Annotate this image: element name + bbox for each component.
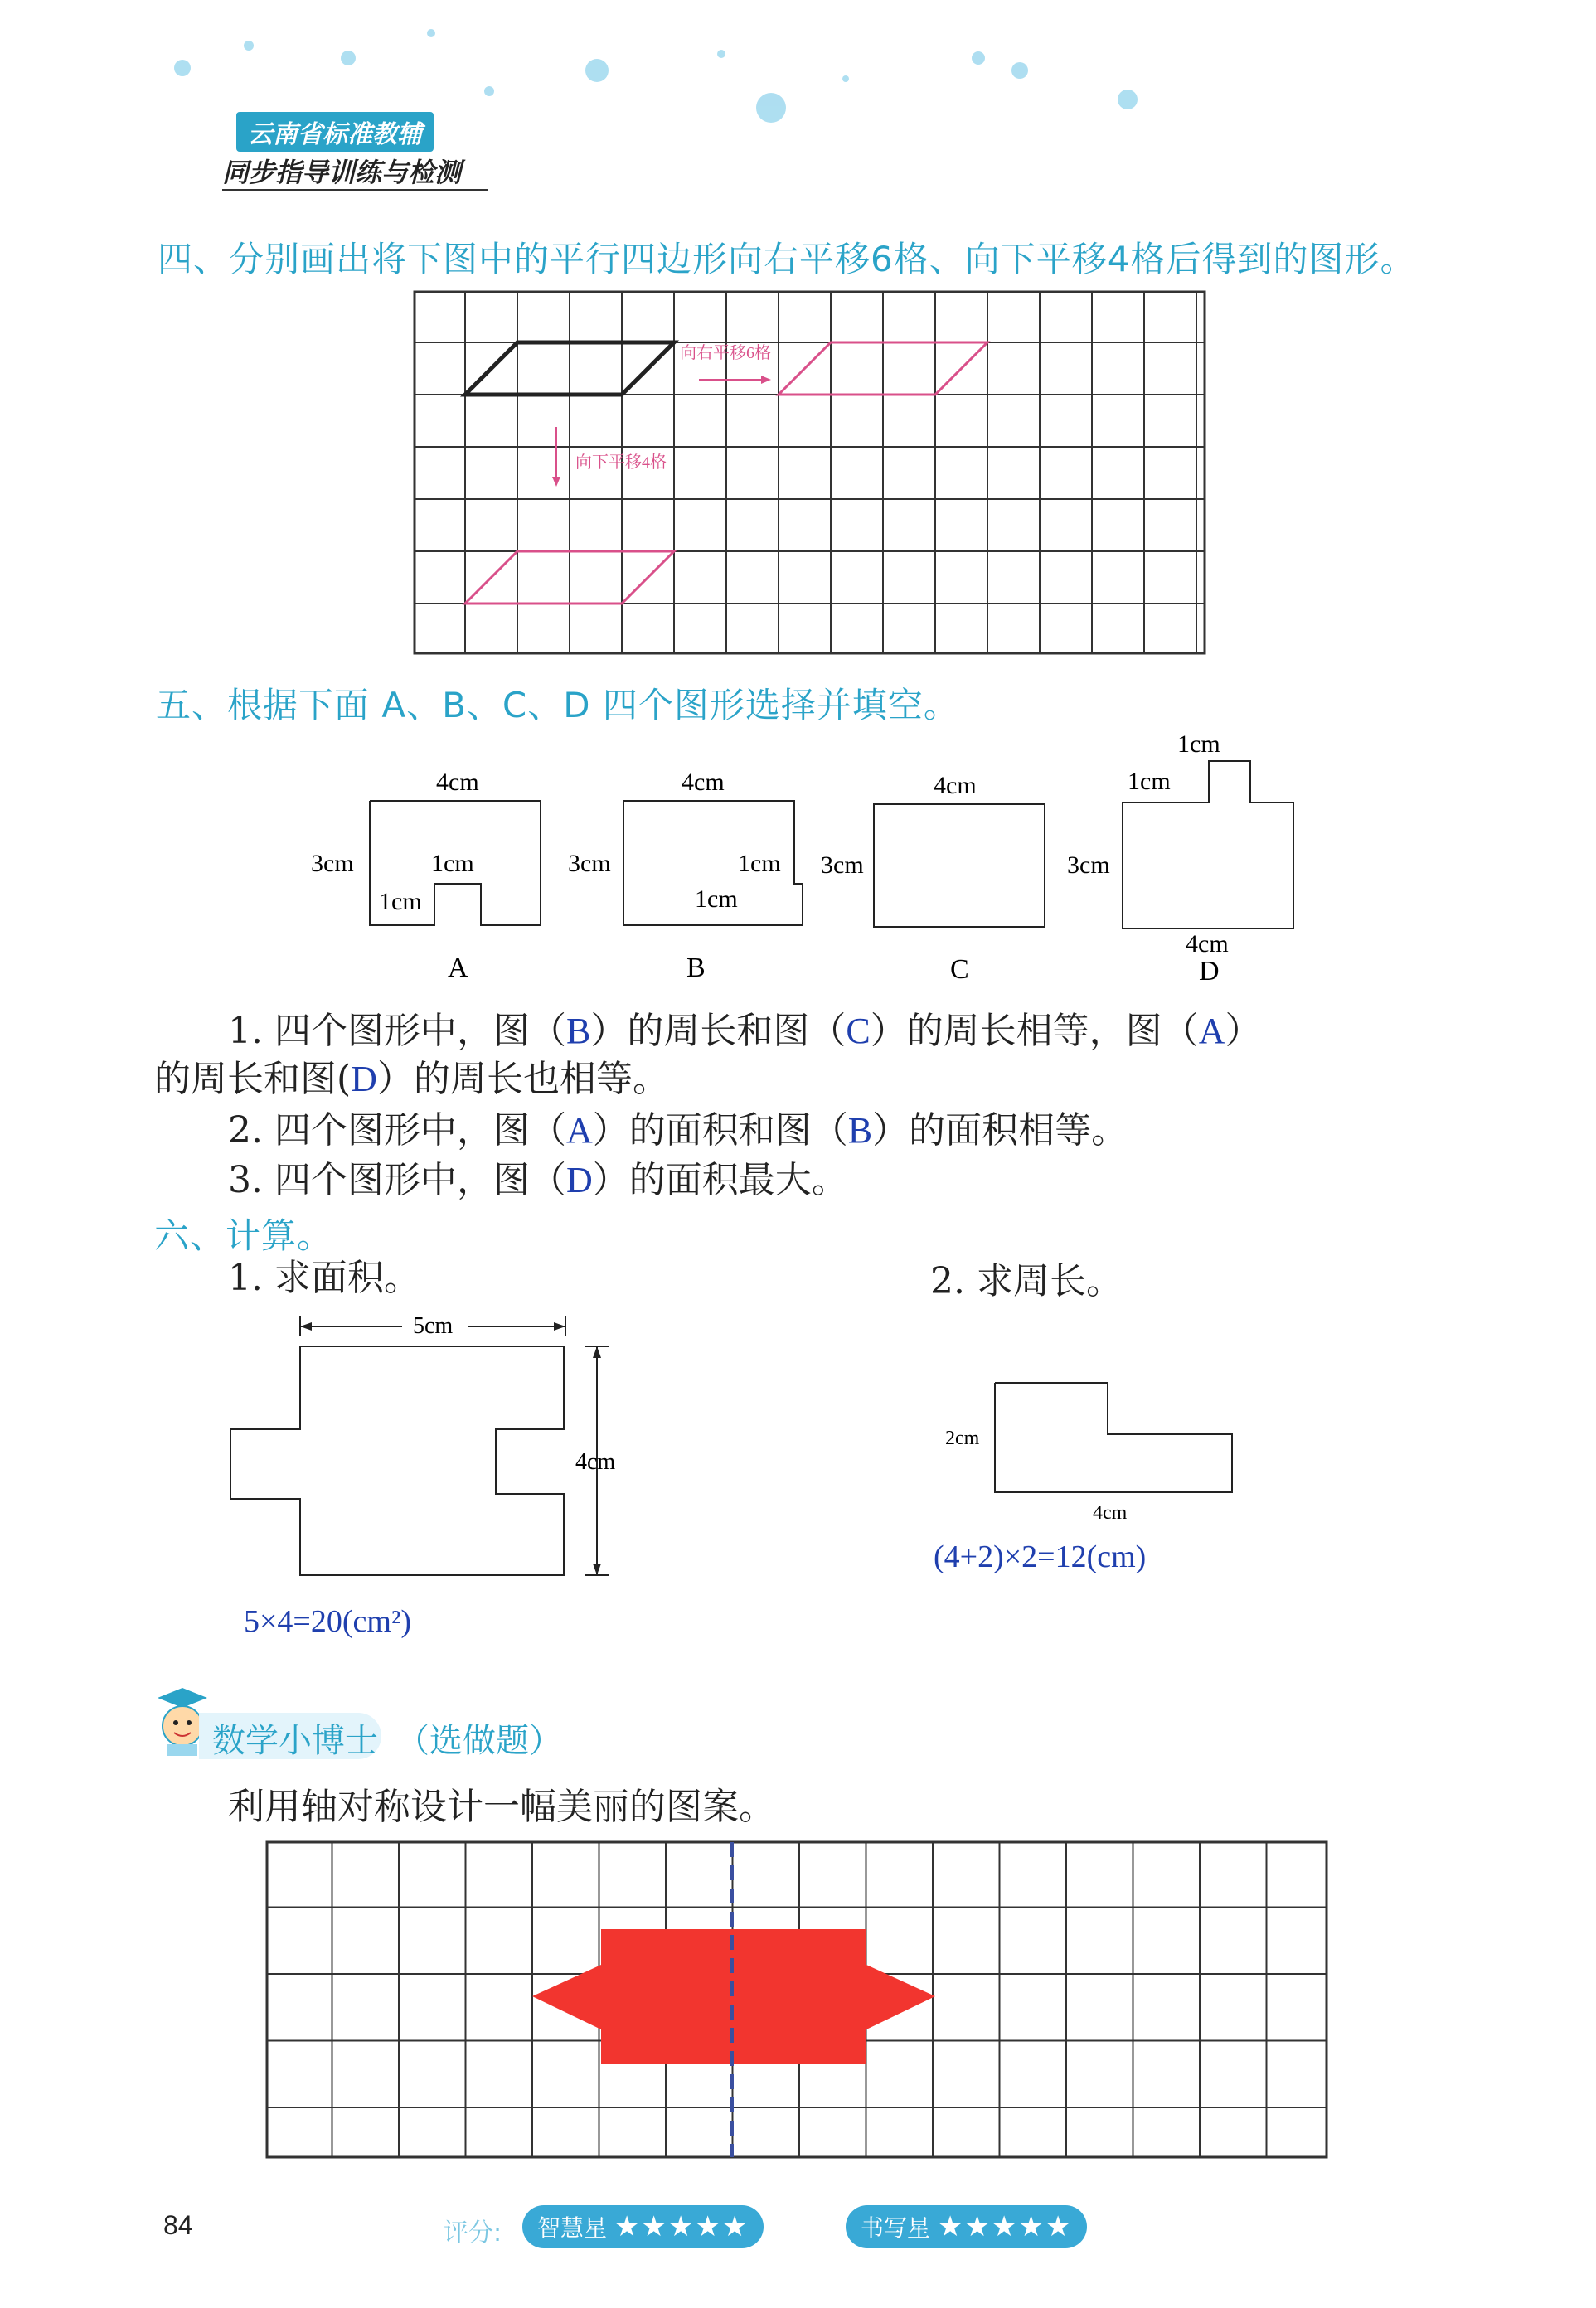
svg-text:4cm: 4cm: [934, 772, 977, 799]
svg-text:C: C: [950, 954, 969, 985]
section4-title: 四、分别画出将下图中的平行四边形向右平移6格、向下平移4格后得到的图形。: [158, 239, 1416, 279]
svg-text:1cm: 1cm: [738, 850, 781, 877]
svg-text:4cm: 4cm: [1186, 930, 1229, 958]
writing-star-badge: 书写星 ★★★★★: [846, 2205, 1087, 2248]
header-rule: [222, 189, 488, 191]
q1-line2: 的周长和图(D）的周长也相等。: [154, 1058, 669, 1100]
bonus-prompt: 利用轴对称设计一幅美丽的图案。: [228, 1786, 775, 1828]
svg-text:3cm: 3cm: [1067, 851, 1110, 879]
svg-text:B: B: [686, 953, 706, 983]
svg-text:D: D: [1199, 956, 1220, 987]
svg-text:1cm: 1cm: [695, 885, 738, 913]
header-subtitle: 同步指导训练与检测: [222, 157, 462, 188]
perimeter-answer: (4+2)×2=12(cm): [934, 1539, 1147, 1574]
svg-text:1cm: 1cm: [431, 850, 474, 877]
q3-line: 3. 四个图形中，图（D）的面积最大。: [228, 1159, 848, 1201]
score-label: 评分:: [444, 2218, 502, 2247]
section5-title: 五、根据下面 A、B、C、D 四个图形选择并填空。: [156, 685, 959, 725]
section5-shapes: [298, 730, 1327, 995]
area-answer: 5×4=20(cm²): [244, 1604, 411, 1639]
svg-text:1cm: 1cm: [1177, 730, 1220, 758]
svg-text:4cm: 4cm: [1093, 1502, 1128, 1524]
brand-badge: 云南省标准教辅: [236, 112, 434, 152]
svg-text:1cm: 1cm: [379, 888, 422, 915]
symmetry-grid: [265, 1840, 1335, 2164]
label-right: 向右平移6格: [680, 344, 771, 362]
page-number: 84: [163, 2210, 193, 2240]
q2-line: 2. 四个图形中，图（A）的面积和图（B）的面积相等。: [228, 1109, 1128, 1152]
label-down: 向下平移4格: [575, 453, 667, 472]
header-decoration: [0, 0, 1596, 124]
q1-line1: 1. 四个图形中，图（B）的周长和图（C）的周长相等，图（A）: [228, 1010, 1262, 1052]
area-figure: [216, 1302, 630, 1600]
svg-text:3cm: 3cm: [821, 851, 864, 879]
perimeter-figure: [937, 1368, 1269, 1534]
svg-text:3cm: 3cm: [311, 850, 354, 877]
bonus-title: 数学小博士: [212, 1722, 378, 1760]
bonus-tag: （选做题）: [396, 1722, 562, 1760]
svg-text:2cm: 2cm: [945, 1428, 980, 1449]
svg-text:5cm: 5cm: [413, 1313, 454, 1339]
svg-text:4cm: 4cm: [682, 769, 725, 796]
svg-text:1cm: 1cm: [1128, 768, 1171, 795]
shape-c: [874, 804, 1045, 927]
svg-text:4cm: 4cm: [436, 769, 479, 796]
section4-grid: [413, 290, 1207, 657]
area-question-label: 1. 求面积。: [228, 1257, 420, 1299]
wisdom-star-badge: 智慧星 ★★★★★: [522, 2205, 764, 2248]
svg-text:4cm: 4cm: [575, 1449, 616, 1475]
svg-text:A: A: [448, 953, 468, 983]
perimeter-question-label: 2. 求周长。: [930, 1260, 1123, 1302]
section6-title: 六、计算。: [154, 1215, 333, 1256]
svg-text:3cm: 3cm: [568, 850, 611, 877]
